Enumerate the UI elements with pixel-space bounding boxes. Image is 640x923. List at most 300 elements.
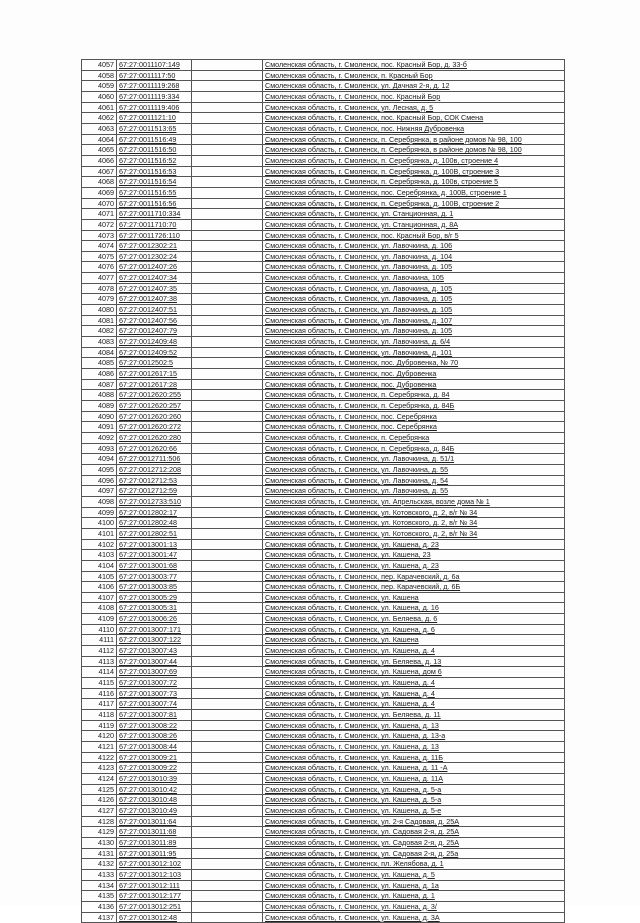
table-row (82, 880, 565, 891)
empty-cell (192, 443, 263, 454)
address-cell: Смоленская область, г. Смоленск, ул. Лавочкина, д. 105 (263, 262, 565, 273)
address-cell: Смоленская область, г. Смоленск, ул. Кашена, д. 4 (263, 678, 565, 689)
empty-cell (192, 688, 263, 699)
table-row (82, 294, 565, 305)
table-row (82, 166, 565, 177)
cadastral-number-cell: 67:27:0011726:110 (117, 230, 192, 241)
row-number-cell: 4071 (82, 209, 117, 220)
table-row (82, 710, 565, 721)
table-row (82, 699, 565, 710)
empty-cell (192, 773, 263, 784)
table-row (82, 177, 565, 188)
cadastral-number-cell: 67:27:0012407:56 (117, 315, 192, 326)
row-number-cell: 4122 (82, 752, 117, 763)
empty-cell (192, 390, 263, 401)
row-number-cell: 4065 (82, 145, 117, 156)
table-row (82, 219, 565, 230)
empty-cell (192, 219, 263, 230)
row-number-cell: 4137 (82, 912, 117, 923)
row-number-cell: 4076 (82, 262, 117, 273)
table-row (82, 113, 565, 124)
row-number-cell: 4108 (82, 603, 117, 614)
row-number-cell: 4127 (82, 805, 117, 816)
table-row (82, 432, 565, 443)
cadastral-number-cell: 67:27:0012407:34 (117, 273, 192, 284)
table-row (82, 592, 565, 603)
cadastral-number-cell: 67:27:0012802:51 (117, 528, 192, 539)
cadastral-number-cell: 67:27:0013006:26 (117, 614, 192, 625)
row-number-cell: 4105 (82, 571, 117, 582)
address-cell: Смоленская область, г. Смоленск, ул. Апрельская, возле дома № 1 (263, 496, 565, 507)
table-row (82, 443, 565, 454)
table-row (82, 816, 565, 827)
row-number-cell: 4115 (82, 678, 117, 689)
cadastral-number-cell: 67:27:0013007:122 (117, 635, 192, 646)
empty-cell (192, 283, 263, 294)
address-cell: Смоленская область, г. Смоленск, ул. Кашена, д. 11Б (263, 752, 565, 763)
address-cell: Смоленская область, г. Смоленск, ул. Котовского, д. 2, в/г № 34 (263, 507, 565, 518)
cadastral-number-cell: 67:27:0013010:39 (117, 773, 192, 784)
cadastral-number-cell: 67:27:0012617:15 (117, 369, 192, 380)
empty-cell (192, 827, 263, 838)
cadastral-number-cell: 67:27:0013001:47 (117, 550, 192, 561)
empty-cell (192, 358, 263, 369)
empty-cell (192, 880, 263, 891)
table-row (82, 305, 565, 316)
row-number-cell: 4081 (82, 315, 117, 326)
table-row (82, 667, 565, 678)
row-number-cell: 4099 (82, 507, 117, 518)
row-number-cell: 4121 (82, 742, 117, 753)
table-row (82, 582, 565, 593)
cadastral-number-cell: 67:27:0011121:10 (117, 113, 192, 124)
row-number-cell: 4073 (82, 230, 117, 241)
empty-cell (192, 859, 263, 870)
table-row (82, 230, 565, 241)
empty-cell (192, 571, 263, 582)
row-number-cell: 4102 (82, 539, 117, 550)
row-number-cell: 4074 (82, 241, 117, 252)
cadastral-number-cell: 67:27:0013007:171 (117, 624, 192, 635)
cadastral-number-cell: 67:27:0013005:31 (117, 603, 192, 614)
address-cell: Смоленская область, г. Смоленск, п. Серебрянка, в районе домов № 98, 100 (263, 134, 565, 145)
row-number-cell: 4100 (82, 518, 117, 529)
row-number-cell: 4094 (82, 454, 117, 465)
table-row (82, 145, 565, 156)
row-number-cell: 4067 (82, 166, 117, 177)
empty-cell (192, 560, 263, 571)
address-cell: Смоленская область, г. Смоленск, п. Серебрянка (263, 432, 565, 443)
address-cell: Смоленская область, г. Смоленск, ул. Лавочкина, д. 107 (263, 315, 565, 326)
address-cell: Смоленская область, г. Смоленск, ул. Лавочкина, д. 105 (263, 294, 565, 305)
row-number-cell: 4133 (82, 869, 117, 880)
cadastral-number-cell: 67:27:0013010:48 (117, 795, 192, 806)
address-cell: Смоленская область, г. Смоленск, ул. Кашена, д. 5-а (263, 795, 565, 806)
table-row (82, 731, 565, 742)
address-cell: Смоленская область, г. Смоленск, ул. Кашена, дом 6 (263, 667, 565, 678)
address-cell: Смоленская область, г. Смоленск, ул. Лавочкина, д. 6/4 (263, 337, 565, 348)
cadastral-number-cell: 67:27:0013001:68 (117, 560, 192, 571)
empty-cell (192, 614, 263, 625)
row-number-cell: 4128 (82, 816, 117, 827)
cadastral-number-cell: 67:27:0011513:65 (117, 123, 192, 134)
empty-cell (192, 262, 263, 273)
row-number-cell: 4058 (82, 70, 117, 81)
cadastral-number-cell: 67:27:0012620:257 (117, 401, 192, 412)
row-number-cell: 4116 (82, 688, 117, 699)
row-number-cell: 4066 (82, 155, 117, 166)
empty-cell (192, 699, 263, 710)
cadastral-number-cell: 67:27:0011516:55 (117, 187, 192, 198)
table-row (82, 379, 565, 390)
cadastral-number-cell: 67:27:0013011:64 (117, 816, 192, 827)
empty-cell (192, 81, 263, 92)
empty-cell (192, 70, 263, 81)
address-cell: Смоленская область, г. Смоленск, ул. Лавочкина, д. 106 (263, 241, 565, 252)
table-row (82, 805, 565, 816)
table-row (82, 401, 565, 412)
address-cell: Смоленская область, г. Смоленск, п. Серебрянка, д. 100в, строение 5 (263, 177, 565, 188)
table-row (82, 283, 565, 294)
empty-cell (192, 763, 263, 774)
table-row (82, 656, 565, 667)
empty-cell (192, 624, 263, 635)
address-cell: Смоленская область, г. Смоленск, ул. Кашена, д. 11А (263, 773, 565, 784)
table-row (82, 678, 565, 689)
empty-cell (192, 742, 263, 753)
address-cell: Смоленская область, г. Смоленск, п. Красный Бор (263, 70, 565, 81)
row-number-cell: 4072 (82, 219, 117, 230)
row-number-cell: 4086 (82, 369, 117, 380)
cadastral-number-cell: 67:27:0013007:43 (117, 646, 192, 657)
cadastral-number-cell: 67:27:0013007:81 (117, 710, 192, 721)
empty-cell (192, 347, 263, 358)
row-number-cell: 4118 (82, 710, 117, 721)
cadastral-number-cell: 67:27:0011119:406 (117, 102, 192, 113)
empty-cell (192, 784, 263, 795)
row-number-cell: 4136 (82, 901, 117, 912)
row-number-cell: 4064 (82, 134, 117, 145)
cadastral-number-cell: 67:27:0012712:208 (117, 464, 192, 475)
address-cell: Смоленская область, г. Смоленск, пос. Дубровенка, № 70 (263, 358, 565, 369)
row-number-cell: 4117 (82, 699, 117, 710)
row-number-cell: 4083 (82, 337, 117, 348)
address-cell: Смоленская область, г. Смоленск, пер. Карачевский, д. 6а (263, 571, 565, 582)
cadastral-number-cell: 67:27:0013005:29 (117, 592, 192, 603)
table-row (82, 646, 565, 657)
address-cell: Смоленская область, г. Смоленск, ул. Кашена, д. 23 (263, 560, 565, 571)
cadastral-number-cell: 67:27:0012802:48 (117, 518, 192, 529)
row-number-cell: 4114 (82, 667, 117, 678)
empty-cell (192, 837, 263, 848)
address-cell: Смоленская область, г. Смоленск, ул. Лавочкина, д. 104 (263, 251, 565, 262)
address-cell: Смоленская область, г. Смоленск, ул. Беляева, д. 11 (263, 710, 565, 721)
cadastral-number-cell: 67:27:0012712:53 (117, 475, 192, 486)
table-row (82, 411, 565, 422)
row-number-cell: 4124 (82, 773, 117, 784)
row-number-cell: 4097 (82, 486, 117, 497)
address-cell: Смоленская область, г. Смоленск, ул. Кашена, 23 (263, 550, 565, 561)
row-number-cell: 4088 (82, 390, 117, 401)
empty-cell (192, 145, 263, 156)
cadastral-number-cell: 67:27:0012502:5 (117, 358, 192, 369)
cadastral-number-cell: 67:27:0013011:68 (117, 827, 192, 838)
table-row (82, 134, 565, 145)
address-cell: Смоленская область, г. Смоленск, п. Серебрянка, в районе домов № 98, 100 (263, 145, 565, 156)
row-number-cell: 4101 (82, 528, 117, 539)
table-row (82, 773, 565, 784)
address-cell: Смоленская область, г. Смоленск, ул. Лавочкина, д. 101 (263, 347, 565, 358)
table-row (82, 848, 565, 859)
cadastral-number-cell: 67:27:0012407:35 (117, 283, 192, 294)
row-number-cell: 4068 (82, 177, 117, 188)
cadastral-number-cell: 67:27:0013012:102 (117, 859, 192, 870)
table-row (82, 571, 565, 582)
address-cell: Смоленская область, г. Смоленск, ул. Кашена, д. 5 (263, 869, 565, 880)
row-number-cell: 4123 (82, 763, 117, 774)
empty-cell (192, 678, 263, 689)
cadastral-number-cell: 67:27:0013010:42 (117, 784, 192, 795)
address-cell: Смоленская область, г. Смоленск, ул. Котовского, д. 2, в/г № 34 (263, 528, 565, 539)
address-cell: Смоленская область, г. Смоленск, ул. Кашена, д. 1 (263, 891, 565, 902)
row-number-cell: 4069 (82, 187, 117, 198)
address-cell: Смоленская область, г. Смоленск, пос. Красный Бор, в/г 5 (263, 230, 565, 241)
empty-cell (192, 369, 263, 380)
address-cell: Смоленская область, г. Смоленск, ул. 2-я Садовая, д. 25А (263, 816, 565, 827)
cadastral-number-cell: 67:27:0013007:72 (117, 678, 192, 689)
row-number-cell: 4057 (82, 60, 117, 71)
cadastral-number-cell: 67:27:0012409:48 (117, 337, 192, 348)
address-cell: Смоленская область, г. Смоленск, ул. Лавочкина, д. 55 (263, 486, 565, 497)
address-cell: Смоленская область, г. Смоленск, ул. Лавочкина, д. 51/1 (263, 454, 565, 465)
cadastral-number-cell: 67:27:0013007:44 (117, 656, 192, 667)
empty-cell (192, 710, 263, 721)
table-row (82, 337, 565, 348)
empty-cell (192, 187, 263, 198)
address-cell: Смоленская область, г. Смоленск, пос. Красный Бор (263, 91, 565, 102)
cadastral-number-cell: 67:27:0013011:95 (117, 848, 192, 859)
address-cell: Смоленская область, г. Смоленск, ул. Кашена, д. 4 (263, 646, 565, 657)
table-row (82, 358, 565, 369)
cadastral-number-cell: 67:27:0012620:66 (117, 443, 192, 454)
row-number-cell: 4131 (82, 848, 117, 859)
empty-cell (192, 326, 263, 337)
row-number-cell: 4104 (82, 560, 117, 571)
table-row (82, 454, 565, 465)
table-row (82, 507, 565, 518)
cadastral-number-cell: 67:27:0013001:13 (117, 539, 192, 550)
table-row (82, 720, 565, 731)
empty-cell (192, 134, 263, 145)
table-row (82, 369, 565, 380)
cadastral-number-cell: 67:27:0013012:111 (117, 880, 192, 891)
cadastral-number-cell: 67:27:0013009:22 (117, 763, 192, 774)
table-row (82, 315, 565, 326)
table-row (82, 81, 565, 92)
empty-cell (192, 113, 263, 124)
cadastral-number-cell: 67:27:0011516:54 (117, 177, 192, 188)
empty-cell (192, 155, 263, 166)
empty-cell (192, 486, 263, 497)
address-cell: Смоленская область, г. Смоленск, пос. Красный Бор, СОК Смена (263, 113, 565, 124)
cadastral-number-cell: 67:27:0013007:69 (117, 667, 192, 678)
table-row (82, 742, 565, 753)
empty-cell (192, 912, 263, 923)
cadastral-number-cell: 67:27:0011516:56 (117, 198, 192, 209)
table-row (82, 187, 565, 198)
empty-cell (192, 230, 263, 241)
empty-cell (192, 337, 263, 348)
address-cell: Смоленская область, г. Смоленск, пос. Серебрянка, д. 100В, строение 1 (263, 187, 565, 198)
empty-cell (192, 901, 263, 912)
row-number-cell: 4132 (82, 859, 117, 870)
row-number-cell: 4109 (82, 614, 117, 625)
address-cell: Смоленская область, г. Смоленск, ул. Лавочкина, д. 105 (263, 326, 565, 337)
address-cell: Смоленская область, г. Смоленск, ул. Садовая 2-я, д. 25а (263, 848, 565, 859)
table-row (82, 837, 565, 848)
address-cell: Смоленская область, г. Смоленск, ул. Садовая 2-я, д. 25А (263, 837, 565, 848)
address-cell: Смоленская область, г. Смоленск, ул. Лавочкина, д. 105 (263, 283, 565, 294)
address-cell: Смоленская область, г. Смоленск, пос. Красный Бор, д. 33-б (263, 60, 565, 71)
cadastral-number-cell: 67:27:0012407:38 (117, 294, 192, 305)
cadastral-number-cell: 67:27:0013012:177 (117, 891, 192, 902)
address-cell: Смоленская область, г. Смоленск, ул. Кашена, д. 13-а (263, 731, 565, 742)
cadastral-number-cell: 67:27:0013011:89 (117, 837, 192, 848)
table-row (82, 528, 565, 539)
table-row (82, 560, 565, 571)
empty-cell (192, 635, 263, 646)
row-number-cell: 4098 (82, 496, 117, 507)
cadastral-number-cell: 67:27:0011117:50 (117, 70, 192, 81)
cadastral-number-cell: 67:27:0013003:85 (117, 582, 192, 593)
table-row (82, 518, 565, 529)
cadastral-number-cell: 67:27:0013012:48 (117, 912, 192, 923)
empty-cell (192, 731, 263, 742)
table-row (82, 251, 565, 262)
cadastral-number-cell: 67:27:0011119:268 (117, 81, 192, 92)
address-cell: Смоленская область, г. Смоленск, пос. Дубровенка (263, 369, 565, 380)
row-number-cell: 4125 (82, 784, 117, 795)
empty-cell (192, 518, 263, 529)
row-number-cell: 4078 (82, 283, 117, 294)
row-number-cell: 4060 (82, 91, 117, 102)
cadastral-number-cell: 67:27:0011516:49 (117, 134, 192, 145)
cadastral-number-cell: 67:27:0012712:59 (117, 486, 192, 497)
cadastral-number-cell: 67:27:0012620:260 (117, 411, 192, 422)
empty-cell (192, 667, 263, 678)
table-row (82, 486, 565, 497)
table-row (82, 752, 565, 763)
table-row (82, 91, 565, 102)
address-cell: Смоленская область, г. Смоленск, ул. Лавочкина, 105 (263, 273, 565, 284)
row-number-cell: 4061 (82, 102, 117, 113)
empty-cell (192, 464, 263, 475)
row-number-cell: 4119 (82, 720, 117, 731)
row-number-cell: 4075 (82, 251, 117, 262)
address-cell: Смоленская область, г. Смоленск, п. Серебрянка, д. 100в, строение 4 (263, 155, 565, 166)
row-number-cell: 4096 (82, 475, 117, 486)
empty-cell (192, 539, 263, 550)
address-cell: Смоленская область, г. Смоленск, ул. Кашена, д. 5-а (263, 784, 565, 795)
table-row (82, 603, 565, 614)
address-cell: Смоленская область, г. Смоленск, ул. Кашена, д. 3/ (263, 901, 565, 912)
address-cell: Смоленская область, г. Смоленск, ул. Лесная, д. 5 (263, 102, 565, 113)
address-cell: Смоленская область, г. Смоленск, ул. Кашена, д. 6 (263, 624, 565, 635)
table-row (82, 464, 565, 475)
empty-cell (192, 646, 263, 657)
row-number-cell: 4112 (82, 646, 117, 657)
cadastral-number-cell: 67:27:0012802:17 (117, 507, 192, 518)
cadastral-number-cell: 67:27:0012407:51 (117, 305, 192, 316)
cadastral-number-cell: 67:27:0013007:74 (117, 699, 192, 710)
address-cell: Смоленская область, г. Смоленск, ул. Лавочкина, д. 54 (263, 475, 565, 486)
cadastral-number-cell: 67:27:0012407:79 (117, 326, 192, 337)
address-cell: Смоленская область, г. Смоленск, п. Серебрянка, д. 100В, строение 2 (263, 198, 565, 209)
table-row (82, 326, 565, 337)
row-number-cell: 4085 (82, 358, 117, 369)
empty-cell (192, 273, 263, 284)
address-cell: Смоленская область, г. Смоленск, ул. Кашена, д. 13 (263, 742, 565, 753)
address-cell: Смоленская область, г. Смоленск, ул. Кашена, д. 16 (263, 603, 565, 614)
cadastral-number-cell: 67:27:0013008:22 (117, 720, 192, 731)
cadastral-number-cell: 67:27:0012711:506 (117, 454, 192, 465)
table-row (82, 624, 565, 635)
empty-cell (192, 60, 263, 71)
empty-cell (192, 91, 263, 102)
table-row (82, 496, 565, 507)
table-row (82, 614, 565, 625)
table-row (82, 422, 565, 433)
table-row (82, 475, 565, 486)
address-cell: Смоленская область, г. Смоленск, ул. Кашена, д. 11 -А (263, 763, 565, 774)
cadastral-number-cell: 67:27:0012620:272 (117, 422, 192, 433)
address-cell: Смоленская область, г. Смоленск, ул. Беляева, д. 13 (263, 656, 565, 667)
empty-cell (192, 816, 263, 827)
address-cell: Смоленская область, г. Смоленск, ул. Садовая 2-я, д. 25А (263, 827, 565, 838)
cadastral-number-cell: 67:27:0013008:26 (117, 731, 192, 742)
address-cell: Смоленская область, г. Смоленск, ул. Лавочкина, д. 105 (263, 305, 565, 316)
empty-cell (192, 869, 263, 880)
table-row (82, 827, 565, 838)
address-cell: Смоленская область, г. Смоленск, п. Серебрянка, д. 84Б (263, 443, 565, 454)
row-number-cell: 4091 (82, 422, 117, 433)
address-cell: Смоленская область, г. Смоленск, ул. Лавочкина, д. 55 (263, 464, 565, 475)
empty-cell (192, 550, 263, 561)
address-cell: Смоленская область, г. Смоленск, ул. Беляева, д. 6 (263, 614, 565, 625)
cadastral-number-cell: 67:27:0011107:149 (117, 60, 192, 71)
cadastral-number-cell: 67:27:0012302:24 (117, 251, 192, 262)
address-cell: Смоленская область, г. Смоленск, пер. Карачевский, д. 6Б (263, 582, 565, 593)
cadastral-number-cell: 67:27:0012409:52 (117, 347, 192, 358)
address-cell: Смоленская область, г. Смоленск, пос. Серебрянка (263, 411, 565, 422)
row-number-cell: 4135 (82, 891, 117, 902)
table-row (82, 784, 565, 795)
table-row (82, 102, 565, 113)
address-cell: Смоленская область, г. Смоленск, п. Серебрянка, д. 100В, строение 3 (263, 166, 565, 177)
empty-cell (192, 454, 263, 465)
row-number-cell: 4082 (82, 326, 117, 337)
table-row (82, 795, 565, 806)
empty-cell (192, 496, 263, 507)
row-number-cell: 4063 (82, 123, 117, 134)
cadastral-number-cell: 67:27:0011710:334 (117, 209, 192, 220)
empty-cell (192, 848, 263, 859)
empty-cell (192, 475, 263, 486)
empty-cell (192, 720, 263, 731)
address-cell: Смоленская область, г. Смоленск, ул. Станционная, д. 8А (263, 219, 565, 230)
address-cell: Смоленская область, г. Смоленск, ул. Станционная, д. 1 (263, 209, 565, 220)
table-row (82, 901, 565, 912)
